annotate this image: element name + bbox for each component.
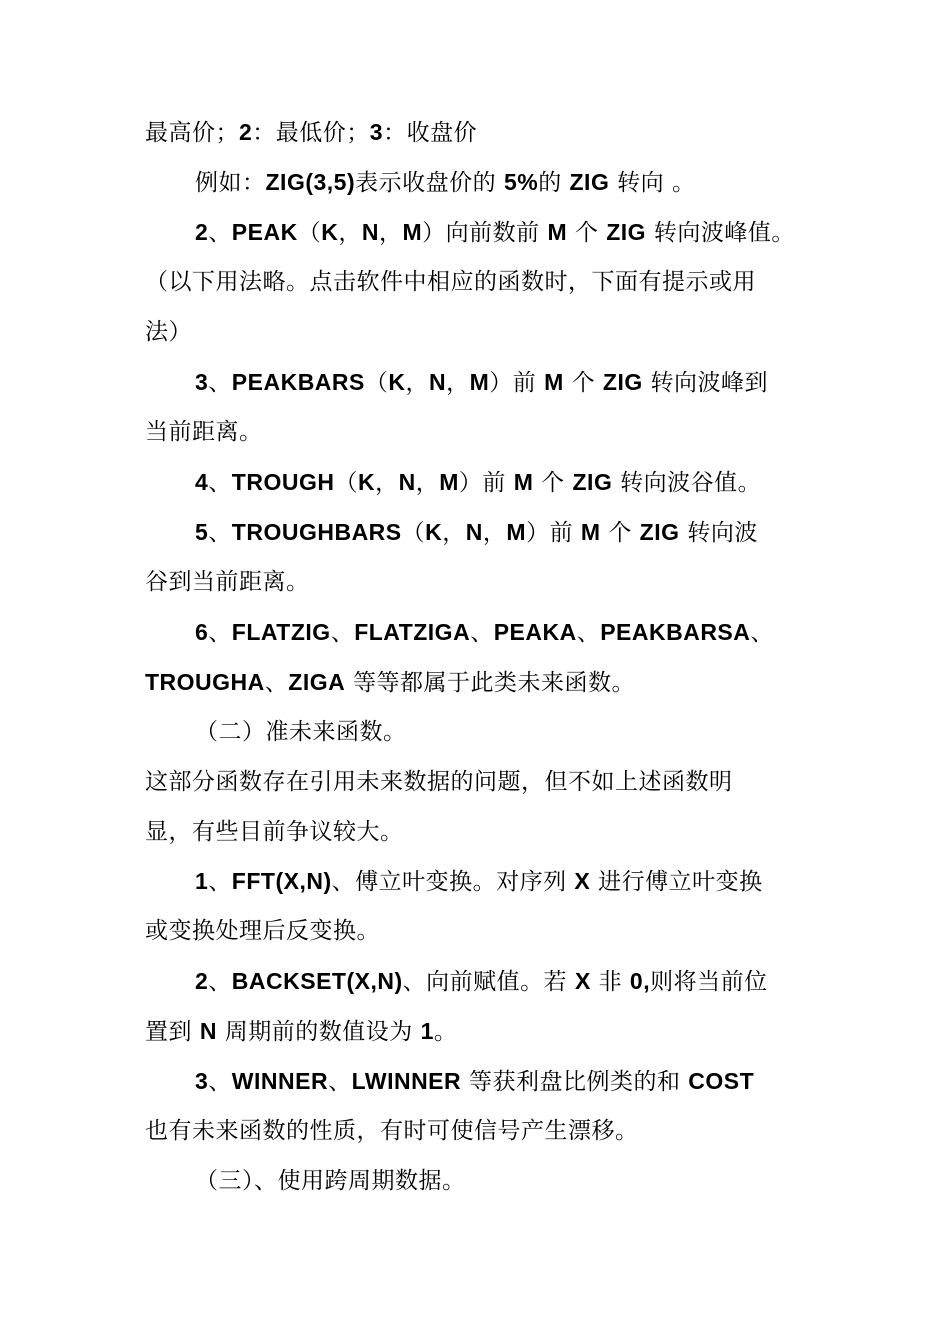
text-line — [195, 167, 695, 198]
text-run: 法） — [145, 319, 192, 345]
text-run: 、 — [576, 620, 601, 646]
bold-term: LWINNER — [351, 1068, 462, 1094]
text-run: 个 — [563, 370, 603, 396]
bold-term: 2 — [239, 119, 253, 145]
text-run: （ — [297, 220, 322, 246]
text-line — [145, 667, 635, 698]
text-run: ， — [482, 520, 507, 546]
bold-term: ZIG — [602, 369, 643, 395]
text-line — [145, 567, 310, 597]
text-line — [195, 617, 774, 648]
text-run: （以下用法略。点击软件中相应的函数时，下面有提示或用 — [145, 269, 756, 295]
bold-term: TROUGHA — [145, 669, 265, 695]
text-line — [145, 1016, 457, 1047]
text-run: 例如： — [195, 170, 266, 196]
text-run: 谷到当前距离。 — [145, 569, 310, 595]
text-run: 这部分函数存在引用未来数据的问题，但不如上述函数明 — [145, 769, 733, 795]
text-run: 、 — [208, 869, 232, 895]
text-run: ：收盘价 — [383, 120, 478, 146]
text-run: ， — [446, 370, 470, 396]
text-run: ， — [442, 520, 466, 546]
text-line — [195, 217, 795, 248]
text-line — [195, 1166, 466, 1196]
bold-term: K — [357, 469, 376, 495]
text-run: 个 — [567, 220, 607, 246]
text-line — [195, 717, 407, 747]
text-run: 进行傅立叶变换 — [590, 869, 763, 895]
text-run: 的 — [538, 170, 570, 196]
bold-term: PEAK — [231, 219, 298, 245]
bold-term: M — [513, 469, 534, 495]
bold-term: TROUGH — [231, 469, 335, 495]
bold-term: K — [388, 369, 406, 395]
text-run: 置到 — [145, 1019, 200, 1045]
text-run: 周期前的数值设为 — [216, 1019, 421, 1045]
text-run: 个 — [600, 520, 640, 546]
text-run: 、 — [208, 520, 232, 546]
text-run: 转向波谷值。 — [612, 470, 762, 496]
text-run: （ — [401, 520, 426, 546]
bold-term: 3 — [195, 1068, 209, 1094]
text-run: 、 — [328, 1069, 352, 1095]
text-run: ， — [375, 470, 399, 496]
text-run: 或变换处理后反变换。 — [145, 918, 380, 944]
bold-term: M — [544, 369, 564, 395]
text-run: 转向波峰值。 — [646, 220, 795, 246]
bold-term: X — [574, 868, 591, 894]
bold-term: 1 — [420, 1018, 434, 1044]
text-line — [195, 966, 768, 997]
bold-term: M — [506, 519, 527, 545]
bold-term: PEAKBARSA — [600, 619, 751, 645]
bold-term: 3 — [195, 369, 209, 395]
bold-term: 1 — [195, 868, 209, 894]
bold-term: 4 — [195, 469, 209, 495]
bold-term: 2 — [195, 968, 209, 994]
bold-term: 5 — [195, 519, 209, 545]
text-line — [195, 367, 768, 398]
text-run: 则将当前位 — [650, 969, 768, 995]
text-run: 转向 。 — [609, 170, 696, 196]
text-run: 等获利盘比例类的和 — [461, 1069, 689, 1095]
bold-term: PEAKBARS — [231, 369, 365, 395]
text-run: 、 — [470, 620, 494, 646]
bold-term: BACKSET(X,N) — [231, 968, 403, 994]
text-line — [145, 117, 477, 148]
text-line — [195, 467, 761, 498]
bold-term: 0, — [629, 968, 651, 994]
text-run: （ — [334, 470, 358, 496]
text-run: 、 — [208, 1069, 232, 1095]
text-line — [195, 517, 758, 548]
bold-term: M — [547, 219, 568, 245]
text-run: 、傅立叶变换。对序列 — [331, 869, 575, 895]
bold-term: M — [469, 369, 490, 395]
text-run: ， — [405, 370, 429, 396]
bold-term: 3 — [369, 119, 384, 145]
text-run: 等等都属于此类未来函数。 — [345, 670, 636, 696]
text-run: ， — [338, 220, 362, 246]
text-run: 非 — [590, 969, 630, 995]
bold-term: FFT(X,N) — [231, 868, 332, 894]
text-line — [145, 317, 192, 347]
bold-term: ZIG — [606, 219, 647, 245]
text-run: 最高价； — [145, 120, 239, 146]
text-run: 、 — [208, 620, 232, 646]
bold-term: N — [465, 519, 483, 545]
bold-term: ZIG(3,5) — [265, 169, 356, 195]
text-line — [145, 267, 756, 297]
text-run: ）向前数前 — [422, 220, 548, 246]
bold-term: ZIG — [572, 469, 613, 495]
text-run: 显，有些目前争议较大。 — [145, 819, 404, 845]
bold-term: N — [361, 219, 379, 245]
bold-term: FLATZIGA — [354, 619, 471, 645]
text-line — [145, 817, 404, 847]
bold-term: M — [402, 219, 423, 245]
text-run: ）前 — [458, 470, 514, 496]
bold-term: N — [199, 1018, 217, 1044]
text-run: （ — [364, 370, 389, 396]
bold-term: 5% — [503, 169, 539, 195]
text-line — [145, 916, 380, 946]
text-run: 、 — [750, 620, 774, 646]
bold-term: 6 — [195, 619, 209, 645]
bold-term: ZIG — [639, 519, 680, 545]
text-line — [145, 1116, 639, 1146]
text-run: ：最低价； — [252, 120, 370, 146]
bold-term: WINNER — [231, 1068, 329, 1094]
text-run: 转向波峰到 — [642, 370, 769, 396]
bold-term: 2 — [195, 219, 209, 245]
bold-term: N — [429, 369, 447, 395]
text-run: 、向前赋值。若 — [402, 969, 575, 995]
text-run: 也有未来函数的性质，有时可使信号产生漂移。 — [145, 1118, 639, 1144]
text-line — [145, 417, 263, 447]
text-run: 转向波 — [679, 520, 758, 546]
text-run: （二）准未来函数。 — [195, 719, 407, 745]
text-run: 。 — [433, 1019, 458, 1045]
text-run: ， — [378, 220, 403, 246]
bold-term: X — [574, 968, 591, 994]
text-run: （三）、使用跨周期数据。 — [195, 1168, 466, 1194]
bold-term: PEAKA — [493, 619, 577, 645]
text-run: 、 — [264, 670, 289, 696]
text-run: 表示收盘价的 — [355, 170, 504, 196]
text-run: 、 — [208, 370, 232, 396]
text-run: 个 — [533, 470, 573, 496]
text-line — [195, 1066, 754, 1097]
text-run: 当前距离。 — [145, 419, 263, 445]
text-run: 、 — [330, 620, 355, 646]
text-run: 、 — [208, 470, 232, 496]
text-run: ， — [415, 470, 440, 496]
bold-term: M — [580, 519, 601, 545]
bold-term: M — [439, 469, 459, 495]
text-line — [195, 866, 763, 897]
bold-term: ZIGA — [288, 669, 346, 695]
bold-term: ZIG — [569, 169, 610, 195]
bold-term: N — [398, 469, 416, 495]
bold-term: K — [321, 219, 339, 245]
bold-term: COST — [688, 1068, 755, 1094]
text-run: ）前 — [526, 520, 581, 546]
text-run: 、 — [208, 220, 232, 246]
bold-term: K — [425, 519, 443, 545]
text-run: 、 — [208, 969, 232, 995]
text-run: ）前 — [489, 370, 545, 396]
bold-term: FLATZIG — [231, 619, 331, 645]
bold-term: TROUGHBARS — [231, 519, 402, 545]
text-line — [145, 767, 733, 797]
